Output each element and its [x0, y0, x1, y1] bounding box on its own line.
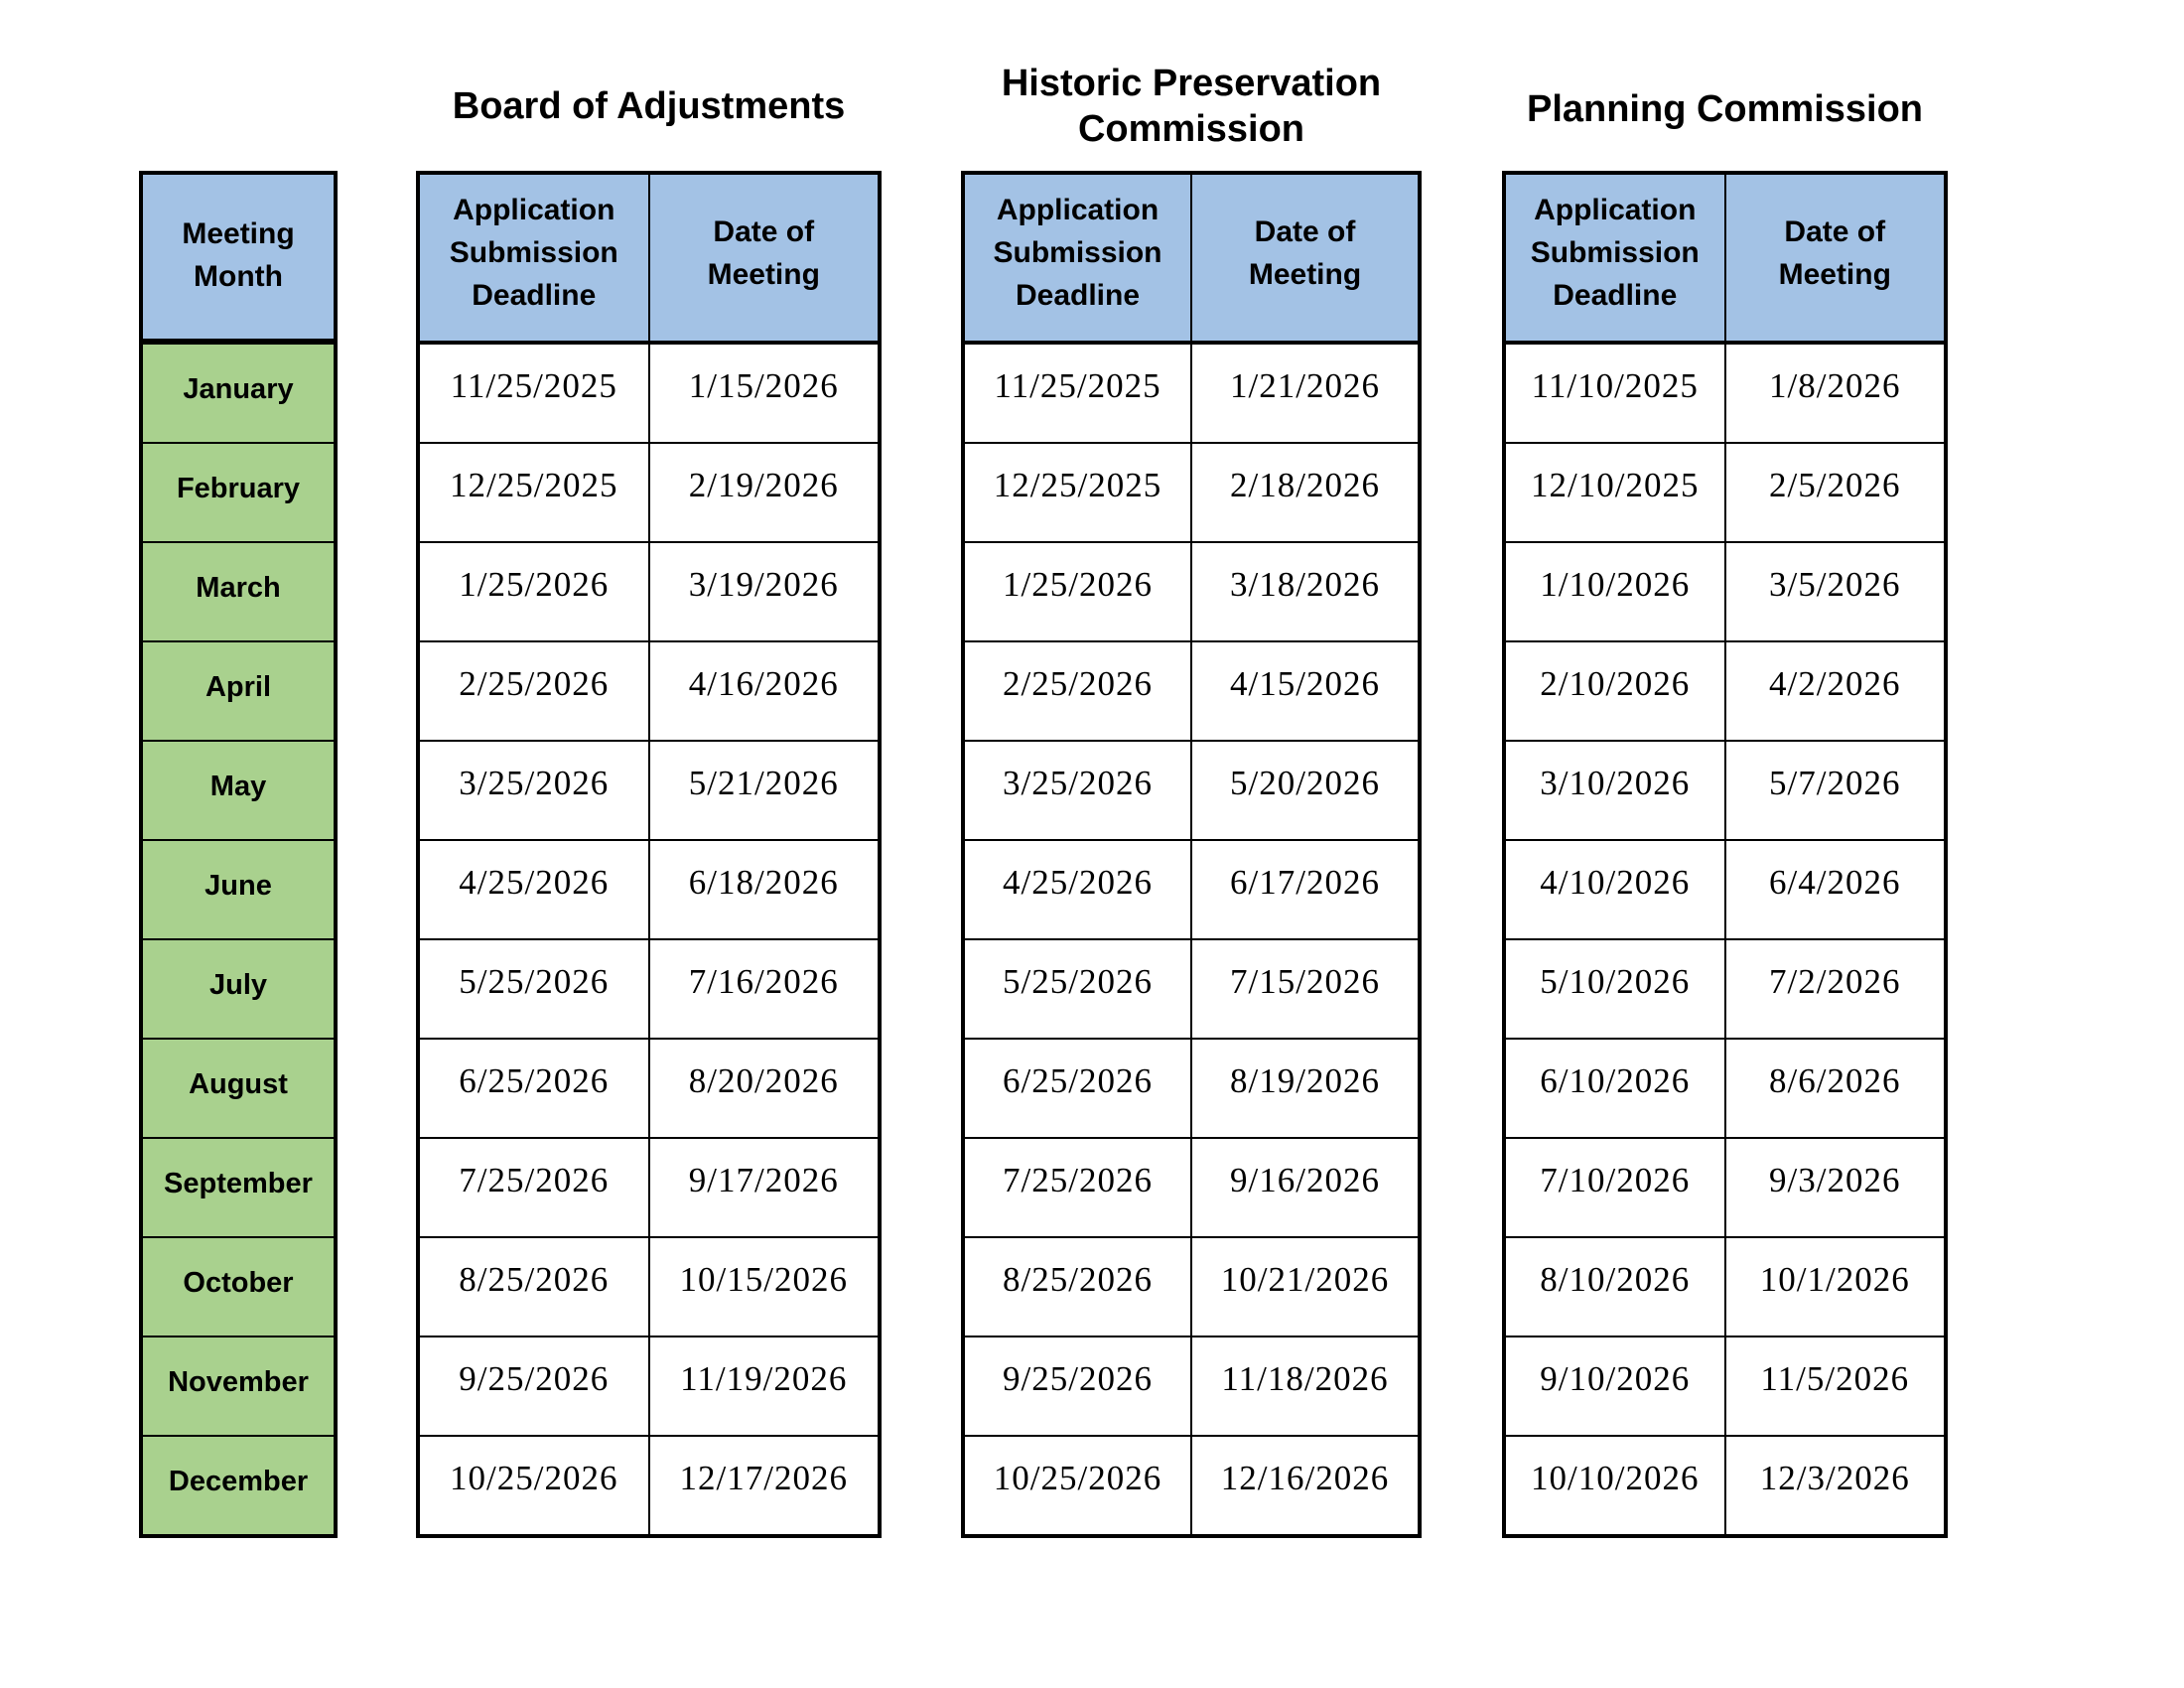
meeting-date-cell: 7/16/2026 [650, 940, 879, 1038]
deadline-cell: 11/25/2025 [420, 345, 648, 442]
column-header-application-submission-deadline: Application Submission Deadline [420, 175, 648, 343]
deadline-cell: 10/10/2026 [1506, 1437, 1724, 1534]
month-cell: May [143, 742, 334, 839]
meeting-date-cell: 9/17/2026 [650, 1139, 879, 1236]
meeting-date-cell: 3/19/2026 [650, 543, 879, 640]
meeting-date-cell: 8/20/2026 [650, 1040, 879, 1137]
deadline-cell: 7/10/2026 [1506, 1139, 1724, 1236]
meeting-date-cell: 2/5/2026 [1726, 444, 1945, 541]
meeting-date-cell: 10/1/2026 [1726, 1238, 1945, 1336]
deadline-cell: 5/25/2026 [965, 940, 1190, 1038]
month-cell: March [143, 543, 334, 640]
meeting-date-cell: 5/20/2026 [1192, 742, 1418, 839]
meeting-month-header-cell: Meeting Month [143, 175, 334, 343]
meeting-date-cell: 10/21/2026 [1192, 1238, 1418, 1336]
meeting-date-cell: 12/17/2026 [650, 1437, 879, 1534]
planning-commission-table [1502, 171, 1948, 1538]
meeting-date-cell: 11/5/2026 [1726, 1337, 1945, 1435]
meeting-date-cell: 11/18/2026 [1192, 1337, 1418, 1435]
column-header-date-of-meeting: Date of Meeting [1726, 175, 1945, 343]
deadline-cell: 10/25/2026 [420, 1437, 648, 1534]
month-cell: June [143, 841, 334, 938]
month-cell: August [143, 1040, 334, 1137]
deadline-cell: 5/25/2026 [420, 940, 648, 1038]
month-cell: February [143, 444, 334, 541]
deadline-cell: 2/25/2026 [965, 642, 1190, 740]
column-header-application-submission-deadline: Application Submission Deadline [965, 175, 1190, 343]
deadline-cell: 12/25/2025 [420, 444, 648, 541]
deadline-cell: 4/10/2026 [1506, 841, 1724, 938]
deadline-cell: 1/10/2026 [1506, 543, 1724, 640]
meeting-date-cell: 1/21/2026 [1192, 345, 1418, 442]
deadline-cell: 9/25/2026 [420, 1337, 648, 1435]
title-board-of-adjustments: Board of Adjustments [452, 85, 846, 127]
meeting-date-cell: 8/19/2026 [1192, 1040, 1418, 1137]
deadline-cell: 11/25/2025 [965, 345, 1190, 442]
meeting-date-cell: 3/18/2026 [1192, 543, 1418, 640]
meeting-date-cell: 9/3/2026 [1726, 1139, 1945, 1236]
month-cell: December [143, 1437, 334, 1534]
meeting-date-cell: 2/19/2026 [650, 444, 879, 541]
meeting-date-cell: 5/7/2026 [1726, 742, 1945, 839]
deadline-cell: 6/25/2026 [420, 1040, 648, 1137]
column-header-date-of-meeting: Date of Meeting [650, 175, 879, 343]
deadline-cell: 1/25/2026 [420, 543, 648, 640]
deadline-cell: 8/25/2026 [965, 1238, 1190, 1336]
deadline-cell: 11/10/2025 [1506, 345, 1724, 442]
column-header-date-of-meeting: Date of Meeting [1192, 175, 1418, 343]
board-of-adjustments-table [416, 171, 882, 1538]
meeting-date-cell: 3/5/2026 [1726, 543, 1945, 640]
month-cell: January [143, 345, 334, 442]
deadline-cell: 12/10/2025 [1506, 444, 1724, 541]
meeting-date-cell: 5/21/2026 [650, 742, 879, 839]
deadline-cell: 4/25/2026 [420, 841, 648, 938]
meeting-date-cell: 6/4/2026 [1726, 841, 1945, 938]
title-planning-commission: Planning Commission [1526, 88, 1924, 130]
deadline-cell: 7/25/2026 [420, 1139, 648, 1236]
deadline-cell: 5/10/2026 [1506, 940, 1724, 1038]
meeting-date-cell: 12/16/2026 [1192, 1437, 1418, 1534]
deadline-cell: 4/25/2026 [965, 841, 1190, 938]
meeting-date-cell: 8/6/2026 [1726, 1040, 1945, 1137]
deadline-cell: 2/25/2026 [420, 642, 648, 740]
deadline-cell: 7/25/2026 [965, 1139, 1190, 1236]
column-header-application-submission-deadline: Application Submission Deadline [1506, 175, 1724, 343]
month-cell: October [143, 1238, 334, 1336]
meeting-date-cell: 6/17/2026 [1192, 841, 1418, 938]
deadline-cell: 9/10/2026 [1506, 1337, 1724, 1435]
meeting-date-cell: 11/19/2026 [650, 1337, 879, 1435]
month-cell: November [143, 1337, 334, 1435]
meeting-month-table [139, 171, 338, 1538]
historic-preservation-commission-table [961, 171, 1422, 1538]
meeting-date-cell: 4/16/2026 [650, 642, 879, 740]
deadline-cell: 12/25/2025 [965, 444, 1190, 541]
deadline-cell: 1/25/2026 [965, 543, 1190, 640]
meeting-date-cell: 4/15/2026 [1192, 642, 1418, 740]
month-cell: September [143, 1139, 334, 1236]
month-cell: July [143, 940, 334, 1038]
meeting-date-cell: 4/2/2026 [1726, 642, 1945, 740]
meeting-date-cell: 2/18/2026 [1192, 444, 1418, 541]
meeting-date-cell: 1/8/2026 [1726, 345, 1945, 442]
meeting-date-cell: 9/16/2026 [1192, 1139, 1418, 1236]
month-cell: April [143, 642, 334, 740]
meeting-date-cell: 6/18/2026 [650, 841, 879, 938]
deadline-cell: 6/25/2026 [965, 1040, 1190, 1137]
deadline-cell: 2/10/2026 [1506, 642, 1724, 740]
meeting-date-cell: 1/15/2026 [650, 345, 879, 442]
title-historic-preservation-commission: Historic Preservation Commission [1001, 63, 1382, 150]
deadline-cell: 8/25/2026 [420, 1238, 648, 1336]
deadline-cell: 3/10/2026 [1506, 742, 1724, 839]
deadline-cell: 6/10/2026 [1506, 1040, 1724, 1137]
meeting-date-cell: 7/2/2026 [1726, 940, 1945, 1038]
deadline-cell: 3/25/2026 [420, 742, 648, 839]
deadline-cell: 8/10/2026 [1506, 1238, 1724, 1336]
meeting-date-cell: 7/15/2026 [1192, 940, 1418, 1038]
deadline-cell: 9/25/2026 [965, 1337, 1190, 1435]
meeting-date-cell: 10/15/2026 [650, 1238, 879, 1336]
deadline-cell: 10/25/2026 [965, 1437, 1190, 1534]
deadline-cell: 3/25/2026 [965, 742, 1190, 839]
meeting-date-cell: 12/3/2026 [1726, 1437, 1945, 1534]
